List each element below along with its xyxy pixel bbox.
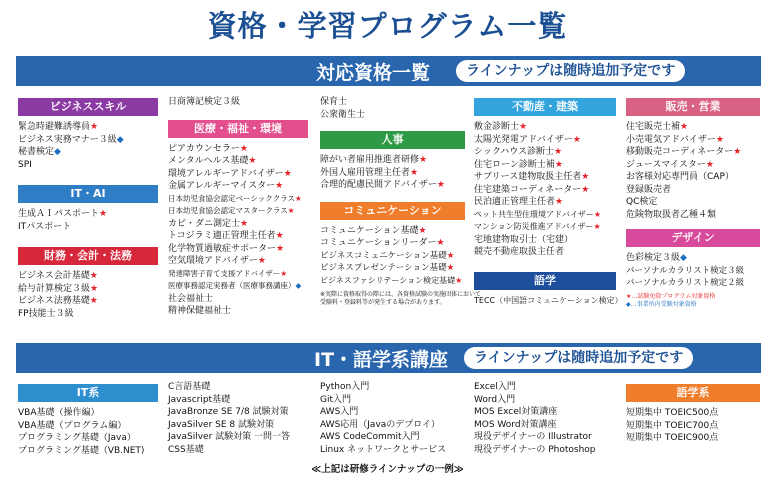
list-item: JavaSilver SE 8 試験対策	[168, 419, 274, 430]
list-item: VBA基礎（操作編）	[18, 408, 100, 418]
category-language-courses: 語学系	[626, 384, 760, 402]
list-item: VBA基礎（プログラム編）	[18, 420, 127, 431]
list-item: ビジネス会計基礎★	[18, 271, 98, 281]
list-item: 宅地建物取引士（宅建）	[474, 234, 574, 245]
section-title: 対応資格一覧	[316, 62, 431, 84]
lineup-note-pill: ラインナップは随時追加予定です	[464, 347, 693, 369]
page-title: 資格・学習プログラム一覧	[207, 9, 568, 43]
list-item: Python入門	[320, 382, 370, 392]
list-item: Javascript基礎	[168, 394, 231, 405]
list-item: ビジネス法務基礎★	[18, 296, 98, 306]
column-5	[626, 98, 760, 309]
list-item: コミュニケーションリーダー★	[320, 238, 445, 248]
list-item: 現役デザイナーの Photoshop	[474, 444, 596, 455]
list-item: 小売電気アドバイザー★	[626, 134, 724, 145]
list-item: 障がい者雇用推進者研修★	[320, 155, 428, 165]
list-item: パーソナルカラリスト検定３級	[626, 265, 745, 276]
section-banner-courses	[16, 343, 761, 373]
list-item: CSS基礎	[168, 444, 204, 455]
list-item: ITパスポート	[18, 221, 72, 232]
list-item: 給与計算検定３級★	[18, 283, 99, 294]
column-2	[168, 96, 308, 318]
list-item: 住宅販売士補★	[626, 122, 689, 132]
section-banner-qualifications	[16, 56, 761, 86]
list-item: ジュースマイスター★	[626, 159, 714, 170]
section-title: IT・語学系講座	[314, 349, 449, 371]
list-item: 住宅建築コーディネーター★	[474, 184, 590, 195]
list-item: 危険物取扱者乙種４類	[626, 209, 717, 220]
courses-column-3	[320, 381, 465, 456]
list-item: 化学物質過敏症サポーター★	[168, 243, 285, 254]
category-finance-legal: 財務・会計・法務	[18, 247, 158, 265]
list-item: ペット共生型住環境アドバイザー★	[474, 209, 602, 219]
list-item: JavaSilver 試験対策 一問一答	[168, 432, 291, 442]
list-item: 外国人雇用管理主任者★	[320, 167, 419, 178]
column-1	[18, 98, 158, 320]
legend-diamond: ◆…事業所内受験対象資格	[626, 300, 697, 308]
list-item: 日本幼児食協会認定ベーシッククラス★	[168, 193, 302, 203]
category-design: デザイン	[626, 229, 760, 247]
list-item: 医療事務認定実務者（医療事務講座）◆	[168, 281, 302, 290]
category-it-courses: IT系	[18, 384, 158, 402]
list-item: QC検定	[626, 197, 658, 207]
list-item: コミュニケーション基礎★	[320, 225, 427, 236]
courses-column-4	[474, 381, 619, 456]
list-item: C言語基礎	[168, 382, 211, 392]
list-item: 生成ＡＩパスポート★	[18, 209, 108, 219]
lineup-note-pill: ラインナップは随時追加予定です	[456, 60, 685, 82]
category-sales: 販売・営業	[626, 98, 760, 116]
list-item: JavaBronze SE 7/8 試験対策	[168, 407, 289, 417]
list-item: ビジネスファシリテーション検定基礎★	[320, 275, 463, 285]
courses-column-2	[168, 381, 313, 456]
list-item: 発達障害子育て支援アドバイザー★	[168, 268, 288, 278]
list-item: 緊急時避難誘導員★	[18, 122, 99, 132]
list-item: 空気環境アドバイザー★	[168, 256, 266, 266]
list-item: 公衆衛生士	[320, 109, 366, 120]
list-item: プログラミング基礎（VB.NET)	[18, 445, 145, 456]
list-item: Word入門	[474, 394, 516, 405]
list-item: メンタルヘルス基礎★	[168, 156, 257, 166]
list-item: MOS Excel対策講座	[474, 407, 558, 417]
list-item: 金属アレルギーマイスター★	[168, 181, 284, 191]
courses-column-1	[18, 384, 158, 457]
list-item: Git入門	[320, 394, 352, 405]
list-item: AWS入門	[320, 407, 359, 417]
list-item: 秘書検定◆	[18, 147, 61, 157]
list-item: 移動販売コーディネーター★	[626, 147, 742, 157]
list-item: ピアカウンセラー★	[168, 143, 248, 154]
list-item: プログラミング基礎（Java）	[18, 433, 136, 443]
list-item: 保育士	[320, 97, 348, 107]
list-item: AWS CodeCommit入門	[320, 432, 420, 442]
list-item: 敷金診断士★	[474, 122, 528, 132]
category-language: 語学	[474, 272, 616, 290]
category-business-skill: ビジネススキル	[18, 98, 158, 116]
list-item: 環境アレルギーアドバイザー★	[168, 168, 292, 179]
list-item: 登録販売者	[626, 184, 672, 195]
list-item: MOS Word対策講座	[474, 419, 557, 430]
courses-column-5	[626, 384, 760, 445]
list-item: 民泊適正管理主任者★	[474, 197, 564, 207]
list-item: トコジラミ適正管理主任者★	[168, 231, 284, 241]
list-item: 色彩検定３級◆	[626, 253, 687, 263]
column-3	[320, 96, 482, 307]
category-it-ai: IT・AI	[18, 185, 158, 203]
list-item: 社会福祉士	[168, 293, 214, 304]
list-item: 太陽光発電アドバイザー★	[474, 134, 581, 145]
list-item: 短期集中 TOEIC700点	[626, 420, 719, 431]
list-item: シックハウス診断士★	[474, 147, 563, 157]
list-item: 日本幼児食協会認定マスタークラス★	[168, 206, 295, 215]
column-4	[474, 98, 623, 307]
list-item: お客様対応専門員（CAP）	[626, 172, 734, 182]
list-item: サブリース建物取扱主任者★	[474, 172, 590, 182]
list-item: ビジネスプレゼンテーション基礎★	[320, 263, 455, 273]
list-item: マンション防災推進アドバイザー★	[474, 222, 601, 231]
fee-note: ※実際に資格取得の際には、各資格試験の実施団体において	[320, 291, 482, 298]
list-item: カビ・ダニ測定士★	[168, 218, 249, 229]
list-item: 精神保健福祉士	[168, 306, 232, 316]
list-item: ビジネスコミュニケーション基礎★	[320, 250, 455, 261]
list-item: FP技能士３級	[18, 308, 74, 319]
list-item: SPI	[18, 159, 32, 170]
category-communication: コミュニケーション	[320, 202, 465, 220]
list-item: 住宅ローン診断士補★	[474, 159, 563, 170]
legend-star: ★…試験免除プログラム対象資格	[626, 292, 716, 300]
category-real-estate: 不動産・建築	[474, 98, 616, 116]
list-item: 日商簿記検定３級	[168, 97, 241, 107]
list-item: 短期集中 TOEIC500点	[626, 408, 719, 418]
list-item: TECC（中国語コミュニケーション検定）	[474, 295, 623, 305]
list-item: 競売不動産取扱主任者	[474, 247, 565, 257]
footer-note: ≪上記は研修ラインナップの一例≫	[311, 464, 464, 475]
fee-note: 受験料・登録料等が発生する場合があります。	[320, 299, 446, 306]
category-hr: 人事	[320, 131, 465, 149]
category-medical-welfare: 医療・福祉・環境	[168, 120, 308, 138]
list-item: 現役デザイナーの Illustrator	[474, 432, 592, 442]
list-item: Excel入門	[474, 382, 516, 392]
list-item: AWS応用（Javaのデプロイ）	[320, 419, 441, 430]
list-item: Linux ネットワークとサービス	[320, 444, 447, 455]
list-item: 合理的配慮民間アドバイザー★	[320, 180, 445, 190]
list-item: パーソナルカラリスト検定２級	[626, 278, 745, 288]
list-item: ビジネス実務マナー３級◆	[18, 134, 124, 145]
list-item: 短期集中 TOEIC900点	[626, 433, 719, 443]
